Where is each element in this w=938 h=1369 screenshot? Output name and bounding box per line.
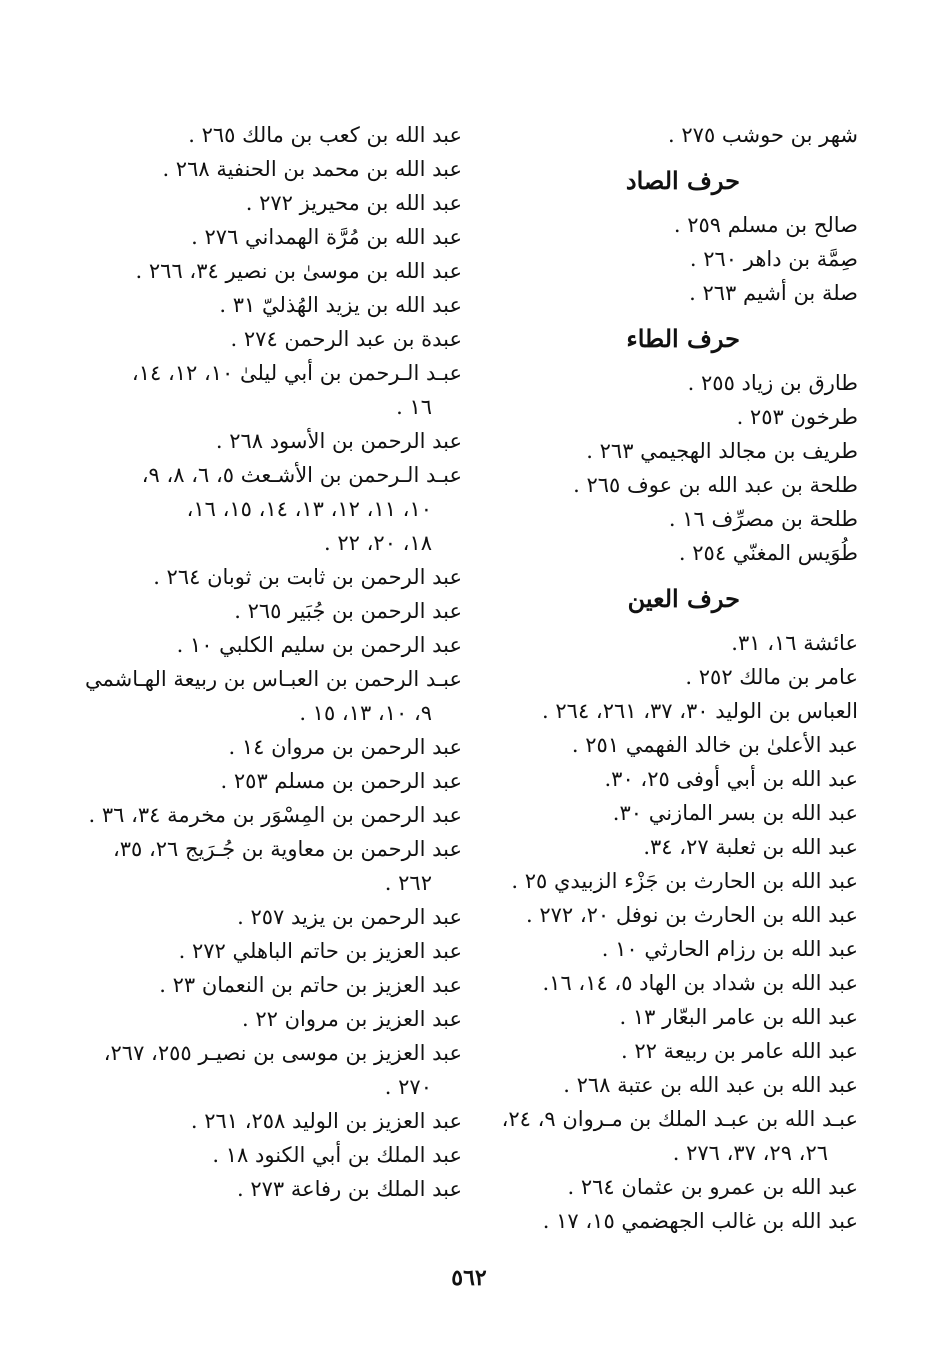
index-entry-continuation: ١٠، ١١، ١٢، ١٣، ١٤، ١٥، ١٦، [186,497,432,521]
index-entry: العباس بن الوليد ٣٠، ٣٧، ٢٦١، ٢٦٤ . [542,699,858,723]
index-entry: عبد الأعلىٰ بن خالد الفهمي ٢٥١ . [571,733,858,757]
index-entry: عبد الرحمن بن سليم الكلبي ١٠ . [176,633,462,657]
index-entry: عبد الله عامر بن ربيعة ٢٢ . [621,1039,858,1063]
page-number: ٥٦٢ [451,1265,487,1291]
index-entry: عبد الرحمن بن مروان ١٤ . [228,735,462,759]
index-entry: عبد العزيز بن مروان ٢٢ . [242,1007,462,1031]
index-entry: عبد الملك بن رفاعة ٢٧٣ . [236,1177,462,1201]
index-entry: عبد الله بن مُرَّة الهمداني ٢٧٦ . [191,225,462,249]
index-entry: عبد الله بن موسىٰ بن نصير ٣٤، ٢٦٦ . [135,259,462,283]
index-entry: طارق بن زياد ٢٥٥ . [687,371,858,395]
index-entry: عبد الرحمن بن الأسود ٢٦٨ . [215,429,462,453]
index-entry-continuation: ٢٦، ٢٩، ٣٧، ٢٧٦ . [672,1141,828,1165]
index-entry: عبد الله بن يزيد الهُذليّ ٣١ . [219,293,462,317]
index-entry: عبد الرحمن بن مسلم ٢٥٣ . [220,769,462,793]
index-entry: شهر بن حوشب ٢٧٥ . [668,123,858,147]
index-entry: عبد الملك بن أبي الكنود ١٨ . [212,1143,462,1167]
index-entry: صلة بن أشيم ٢٦٣ . [689,281,858,305]
index-entry: عبد الرحمن بن المِسْوَر بن مخرمة ٣٤، ٣٦ . [88,803,462,827]
index-entry-continuation: ١٦ . [396,395,432,419]
index-entry: عبد الرحمن بن ثابت بن ثوبان ٢٦٤ . [153,565,462,589]
index-entry: عامر بن مالك ٢٥٢ . [685,665,858,689]
index-entry: عبد الله بن عمرو بن عثمان ٢٦٤ . [567,1175,858,1199]
index-entry: عبد الرحمن بن جُبَير ٢٦٥ . [234,599,462,623]
index-entry: عبـد الله بن عبـد الملك بن مـروان ٩، ٢٤، [501,1107,858,1131]
index-entry: عبد الله بن غالب الجهضمي ١٥، ١٧ . [542,1209,858,1233]
index-entry: عبد العزيز بن حاتم بن النعمان ٢٣ . [159,973,462,997]
index-entry: عبد الله بن بسر المازني ٣٠. [612,801,858,825]
index-entry: طرخون ٢٥٣ . [736,405,858,429]
section-heading: حرف الطاء [626,324,740,353]
index-entry: عبـد الـرحمن بن أبي ليلىٰ ١٠، ١٢، ١٤، [131,361,462,385]
index-entry: صِمَّة بن داهر ٢٦٠ . [689,247,858,271]
index-entry-continuation: ٢٧٠ . [384,1075,432,1099]
section-heading: حرف العين [627,584,740,613]
index-entry: عبد العزيز بن حاتم الباهلي ٢٧٢ . [178,939,462,963]
index-entry: عبد الله بن محمد بن الحنفية ٢٦٨ . [162,157,462,181]
index-entry: عبد الله بن عبد الله بن عتبة ٢٦٨ . [563,1073,858,1097]
index-entry: عبـد الرحمن بن العبـاس بن ربيعة الهـاشمي [85,667,462,691]
index-entry-continuation: ٢٦٢ . [384,871,432,895]
index-entry: عبد الرحمن بن يزيد ٢٥٧ . [237,905,462,929]
index-entry: عبد الله بن كعب بن مالك ٢٦٥ . [188,123,462,147]
index-entry: عبد الرحمن بن معاوية بن جُـرَيج ٢٦، ٣٥، [112,837,462,861]
index-column-left [52,118,462,1206]
index-entry: طريف بن مجالد الهجيمي ٢٦٣ . [586,439,858,463]
index-entry: طُوَيس المغنّي ٢٥٤ . [678,541,858,565]
index-entry: عائشة ١٦، ٣١. [731,631,858,655]
index-entry: عبد العزيز بن موسى بن نصيـر ٢٥٥، ٢٦٧، [103,1041,462,1065]
section-heading: حرف الصاد [625,166,740,195]
index-entry: صالح بن مسلم ٢٥٩ . [673,213,858,237]
index-entry: عبـد الـرحمن بن الأشـعث ٥، ٦، ٨، ٩، [141,463,462,487]
index-entry: عبد الله بن ثعلبة ٢٧، ٣٤. [643,835,858,859]
index-entry-continuation: ٩، ١٠، ١٣، ١٥ . [299,701,432,725]
index-entry: طلحة بن عبد الله بن عوف ٢٦٥ . [573,473,858,497]
index-entry: عبد الله بن الحارث بن نوفل ٢٠، ٢٧٢ . [526,903,858,927]
index-entry: عبدة بن عبد الرحمن ٢٧٤ . [230,327,462,351]
index-entry-continuation: ١٨، ٢٠، ٢٢ . [324,531,432,555]
index-entry: عبد الله بن رزام الحارثي ١٠ . [601,937,858,961]
index-entry: طلحة بن مصرِّف ١٦ . [668,507,858,531]
index-entry: عبد الله بن شداد بن الهاد ٥، ١٤، ١٦. [542,971,858,995]
index-entry: عبد الله بن عامر البعّار ١٣ . [619,1005,858,1029]
index-column-right [478,118,858,1238]
index-entry: عبد العزيز بن الوليد ٢٥٨، ٢٦١ . [190,1109,462,1133]
index-entry: عبد الله بن محيريز ٢٧٢ . [245,191,462,215]
index-entry: عبد الله بن أبي أوفى ٢٥، ٣٠. [604,767,858,791]
index-entry: عبد الله بن الحارث بن جَزْء الزبيدي ٢٥ . [511,869,858,893]
